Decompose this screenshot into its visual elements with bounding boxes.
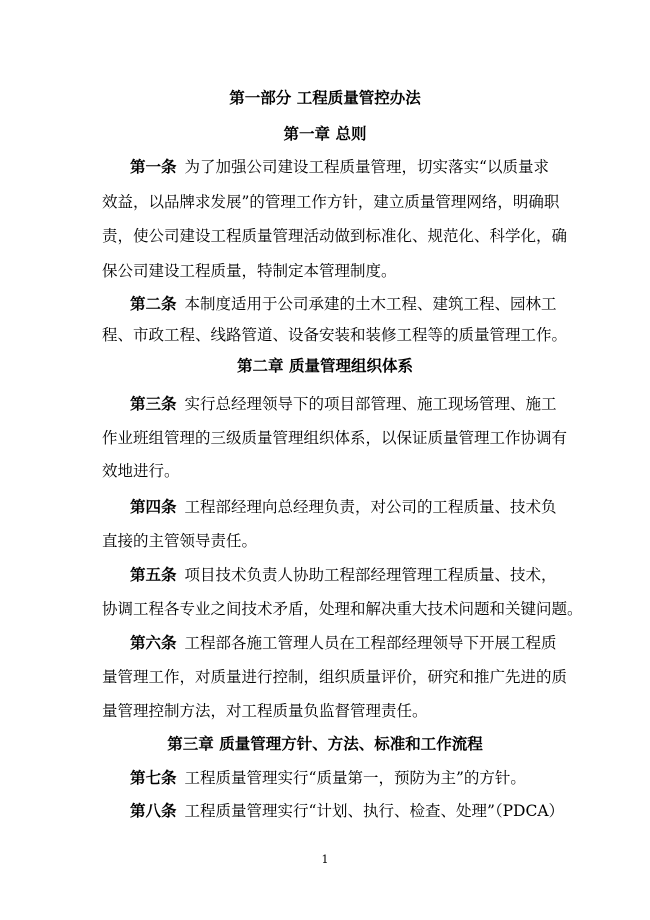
article-5-text: 项目技术负责人协助工程部经理管理工程质量、技术，	[184, 566, 557, 584]
page-number: 1	[321, 853, 329, 866]
article-2-line-2: 程、市政工程、线路管道、设备安装和装修工程等的质量管理工作。	[102, 326, 568, 344]
article-1-line-3: 责，使公司建设工程质量管理活动做到标准化、规范化、科学化，确	[102, 227, 568, 245]
article-4-text: 工程部经理向总经理负责，对公司的工程质量、技术负	[184, 498, 557, 516]
article-6-line-2: 量管理工作，对质量进行控制，组织质量评价，研究和推广先进的质	[102, 668, 568, 686]
article-6-text: 工程部各施工管理人员在工程部经理领导下开展工程质	[184, 634, 557, 652]
article-2-line-1	[130, 294, 557, 314]
article-6-label: 第六条	[130, 633, 177, 652]
article-3-line-1	[130, 394, 557, 414]
article-3-label: 第三条	[130, 394, 177, 413]
article-3-line-2: 作业班组管理的三级质量管理组织体系，以保证质量管理工作协调有	[102, 429, 568, 447]
article-5-label: 第五条	[130, 565, 177, 584]
article-1-line-2: 效益，以品牌求发展”的管理工作方针，建立质量管理网络，明确职	[102, 193, 560, 211]
article-7-text: 工程质量管理实行“质量第一，预防为主”的方针。	[184, 769, 526, 787]
article-2-text: 本制度适用于公司承建的土木工程、建筑工程、园林工	[184, 295, 557, 313]
article-1-label: 第一条	[130, 157, 177, 176]
chapter-1-title: 第一章 总则	[283, 124, 367, 143]
article-2-label: 第二条	[130, 294, 177, 313]
article-8-text: 工程质量管理实行“计划、执行、检查、处理”（PDCA）	[184, 802, 565, 820]
part-title: 第一部分 工程质量管控办法	[229, 88, 421, 107]
article-8-line-1	[130, 801, 564, 821]
article-7-line-1	[130, 768, 526, 788]
article-6-line-1	[130, 633, 557, 653]
article-3-text: 实行总经理领导下的项目部管理、施工现场管理、施工	[184, 395, 557, 413]
article-1-text: 为了加强公司建设工程质量管理，切实落实“以质量求	[184, 158, 549, 176]
article-7-label: 第七条	[130, 768, 177, 787]
article-3-line-3: 效地进行。	[102, 462, 180, 480]
chapter-3-title: 第三章 质量管理方针、方法、标准和工作流程	[167, 734, 483, 753]
article-1-line-4: 保公司建设工程质量，特制定本管理制度。	[102, 262, 397, 280]
article-4-line-1	[130, 497, 557, 517]
article-4-line-2: 直接的主管领导责任。	[102, 532, 258, 550]
article-5-line-1	[130, 565, 557, 585]
chapter-2-title: 第二章 质量管理组织体系	[237, 356, 413, 375]
article-8-label: 第八条	[130, 801, 177, 820]
article-4-label: 第四条	[130, 497, 177, 516]
article-6-line-3: 量管理控制方法，对工程质量负监督管理责任。	[102, 702, 428, 720]
article-5-line-2: 协调工程各专业之间技术矛盾，处理和解决重大技术问题和关键问题。	[102, 600, 583, 618]
article-1-line-1	[130, 157, 549, 177]
